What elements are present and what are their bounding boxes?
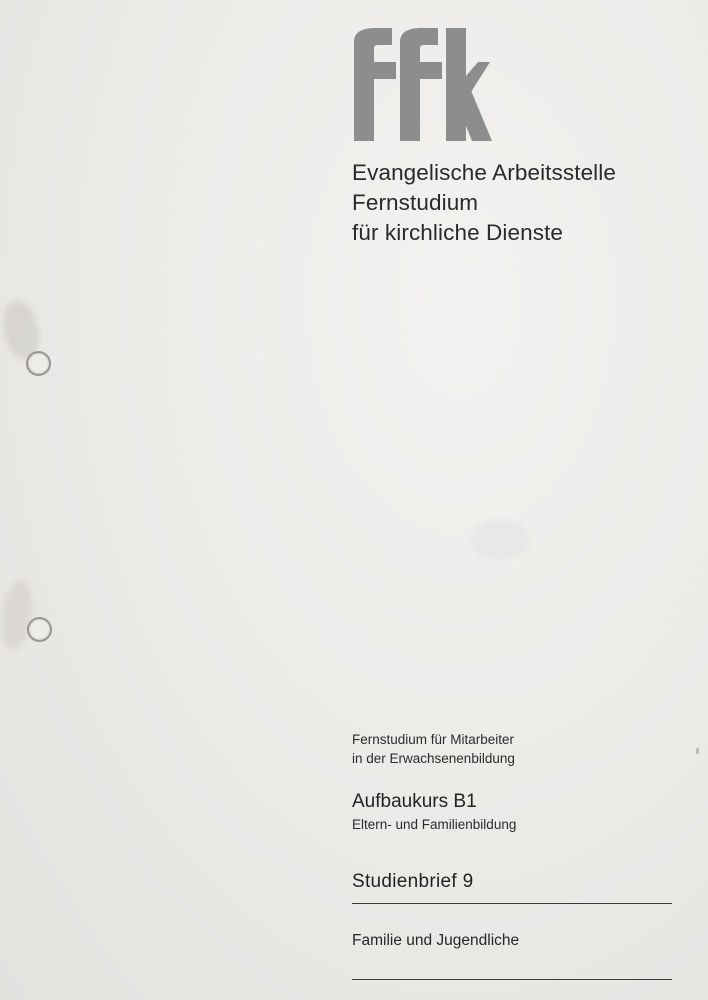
course-block	[352, 790, 672, 834]
scan-smudge	[0, 578, 37, 651]
organisation-line-1: Evangelische Arbeitsstelle	[352, 160, 616, 185]
topic-title: Familie und Jugendliche	[352, 932, 520, 949]
ffk-logo	[352, 28, 492, 141]
scan-speck	[696, 748, 699, 754]
punch-hole	[27, 617, 52, 642]
topic-block	[352, 930, 672, 980]
program-line-2: in der Erwachsenenbildung	[352, 751, 515, 766]
punch-hole	[26, 351, 51, 376]
course-title: Aufbaukurs B1	[352, 791, 477, 812]
divider-rule	[352, 979, 672, 980]
program-block	[352, 730, 672, 768]
organisation-name	[352, 158, 682, 248]
study-letter-title: Studienbrief 9	[352, 871, 474, 892]
publication-info	[352, 730, 672, 980]
organisation-line-3: für kirchliche Dienste	[352, 220, 564, 245]
program-line-1: Fernstudium für Mitarbeiter	[352, 732, 515, 747]
scan-smudge	[470, 520, 530, 560]
study-letter-block	[352, 870, 672, 904]
divider-rule	[352, 903, 672, 904]
course-subtitle: Eltern- und Familienbildung	[352, 817, 517, 832]
organisation-line-2: Fernstudium	[352, 190, 479, 215]
